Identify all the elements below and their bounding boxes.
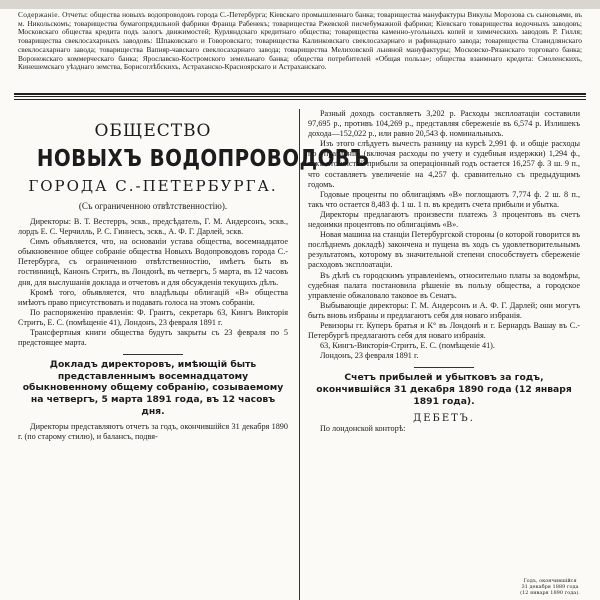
interest-paragraph: Годовые проценты по облигаціямъ «В» поглощаютъ 7,774 ф. 2 ш. 8 п., такъ что остается 8,483 ф. 1 ш. 1 п. въ кредитъ счета прибыли и убытка. xyxy=(308,189,580,209)
header-divider-thin xyxy=(14,99,586,100)
scan-top-strip xyxy=(0,0,600,9)
london-office-line: По лондонской конторѣ: xyxy=(320,424,406,434)
report-heading: Докладъ директоровъ, имѣющій быть представленнымъ восемнадцатому обыкновенному общему собранію, созываемому на четвергъ, 5 марта 1891 года, въ 12 часовъ дня. xyxy=(22,359,284,417)
bondholders-paragraph: Кромѣ того, объявляется, что владѣльцы облигацій «В» общества имѣютъ право присутствовать и подавать голоса на этомъ собраніи. xyxy=(18,287,288,307)
contents-text: Отчеты: общества новыхъ водопроводовъ города С.-Петербурга; Кіевскаго промышленнаго банка; товарищества мануфактуры Викулы Морозова съ сыновьями, въ м. Никольскомъ; товарищества бумагопрядильной фабрики Франца Рабенекъ; товарищества Ржевской писчебумажной фабрики; Кіевскаго товарищества водочныхъ заводовъ; Московскаго общества кредита подъ залогъ движимостей; Курляндскаго кредитнаго общества; товарищества каменно-угольныхъ копей и химическихъ заводовъ Р. Гилля; товарищества свеклосахарныхъ заводовъ: Шпаковскаго и Говоровскаго; товарищества Калинковскаго свеклосахарнаго и рафинаднаго завода; товарищества Ставидлянскаго свеклосахарнаго завода; товарищества Вапняр-чавскаго свеклосахарнаго завода; товарищества Мелиховской льняной мануфактуры; Московско-Рязанскаго торговаго банка; Воронежскаго коммерческаго банка; Ярославско-Костромского земельнаго банка; общества потребителей «Общая польза»; общества взаимнаго кредита: Смоленскихъ, Кинешемскаго уѣзднаго земства, Борисоглѣбскихъ, Астраханско-Красноярскаго и Астраханскаго. xyxy=(18,10,582,72)
meeting-notice-paragraph: Симъ объявляется, что, на основаніи устава общества, восемнадцатое обыкновенное общее собраніе общества Новыхъ Водопроводовъ города С.-Петербурга, съ ограниченною отвѣтственностію, имѣетъ быть въ гостинницѣ, Канонъ Стритъ, въ Лондонѣ, въ четвергъ, 5 марта, въ 12 часовъ дня, для выслушанія доклада и отчетовъ и для обсужденія текущихъ дѣлъ. xyxy=(18,237,288,287)
previous-year-column-note: Годъ, окончившійся 31 декабря 1889 года (12 января 1890 года). xyxy=(520,578,580,596)
address-line: 63, Кингъ-Викторія-Стритъ, Е. С. (помѣщеніе 41). xyxy=(320,341,495,351)
company-title-line3: ГОРОДА С.-ПЕТЕРБУРГА. xyxy=(28,177,278,195)
debit-heading: ДЕБЕТЪ. xyxy=(413,413,475,425)
city-dispute-paragraph: Въ дѣлѣ съ городскимъ управленіемъ, относительно платы за водомѣры, судебная палата постановила рѣшеніе въ пользу общества, а городское управленіе обжаловало таковое въ Сенатъ. xyxy=(308,270,580,300)
new-machine-paragraph: Новая машина на станціи Петербургской стороны (о которой говорится въ послѣднемъ докладѣ) закончена и пущена въ ходъ съ удовлетворительнымъ результатомъ, которому въ значительной степени способствуетъ сбереженіе расходовъ эксплоатаціи. xyxy=(308,230,580,270)
report-intro-paragraph: Директоры представляютъ отчетъ за годъ, окончившійся 31 декабря 1890 г. (по старому стилю), и балансъ, подвя- xyxy=(18,422,288,442)
revenue-paragraph: Разный доходъ составляетъ 3,202 р. Расходы эксплоатаціи составили 97,695 р., противъ 104,269 р., представляя сбереженіе въ 6,574 р. Излишекъ дохода—152,022 р., или равно 20,543 ф. номинальныхъ. xyxy=(308,109,580,139)
company-title-line1: ОБЩЕСТВО xyxy=(94,121,212,141)
secretary-paragraph: По распоряженію правленія: Ф. Грантъ, секретарь 63, Кингъ Викторія Стритъ, Е. С. (помѣщеніе 41), Лондонъ, 23 февраля 1891 г. xyxy=(18,307,288,327)
header-divider xyxy=(14,93,586,97)
dividend-proposal-paragraph: Директоры предлагаютъ произвести платежъ 3 процентовъ въ счетъ недоимки процентовъ по облигаціямъ «В». xyxy=(308,209,580,230)
directors-paragraph: Директоры: В. Т. Вестерръ, эскв., предсѣдатель, Г. М. Андерсонъ, эскв., лордъ Е. С. Черчилль, Р. С. Гиннесъ, эскв., А. Ф. Г. Дарлей, эскв. xyxy=(18,217,288,237)
company-title-line2: НОВЫХЪ ВОДОПРОВОДОВЪ xyxy=(36,146,370,172)
company-subtitle: (Съ ограниченною отвѣтственностію). xyxy=(78,201,228,211)
section-divider xyxy=(123,354,183,355)
contents-label: Содержаніе. xyxy=(18,10,60,19)
column-divider xyxy=(299,109,300,600)
account-heading: Счетъ прибылей и убытковъ за годъ, окончившійся 31 декабря 1890 года (12 января 1891 года). xyxy=(316,372,572,407)
section-divider-right xyxy=(414,367,474,368)
auditors-paragraph: Ревизоры гг. Куперъ братья и К° въ Лондонѣ и г. Бернардъ Вашау въ С.-Петербургѣ предлагаютъ себя для новаго избранія. xyxy=(308,320,580,341)
date-line: Лондонъ, 23 февраля 1891 г. xyxy=(320,351,419,361)
right-column xyxy=(308,109,580,600)
retiring-directors-paragraph: Выбывающіе директоры: Г. М. Андерсонъ и А. Ф. Г. Дарлей; они могутъ быть вновь избраны и предлагаютъ себя для новаго избранія. xyxy=(308,300,580,320)
transfer-books-paragraph: Трансфертныя книги общества будутъ закрыты съ 23 февраля по 5 предстоящее марта. xyxy=(18,328,288,348)
deductions-paragraph: Изъ этого слѣдуетъ вычесть разницу на курсѣ 2,991 ф. и общіе расходы по управленію (включая расходы по учету и судебныя издержки) 1,294 ф., такъ что чистой прибыли за операціонный годъ остается 16,257 ф. 3 ш. 9 п., что составляетъ увеличеніе на 4,257 ф. сравнительно съ предыдущимъ годомъ. xyxy=(308,139,580,189)
table-of-contents xyxy=(18,11,582,72)
